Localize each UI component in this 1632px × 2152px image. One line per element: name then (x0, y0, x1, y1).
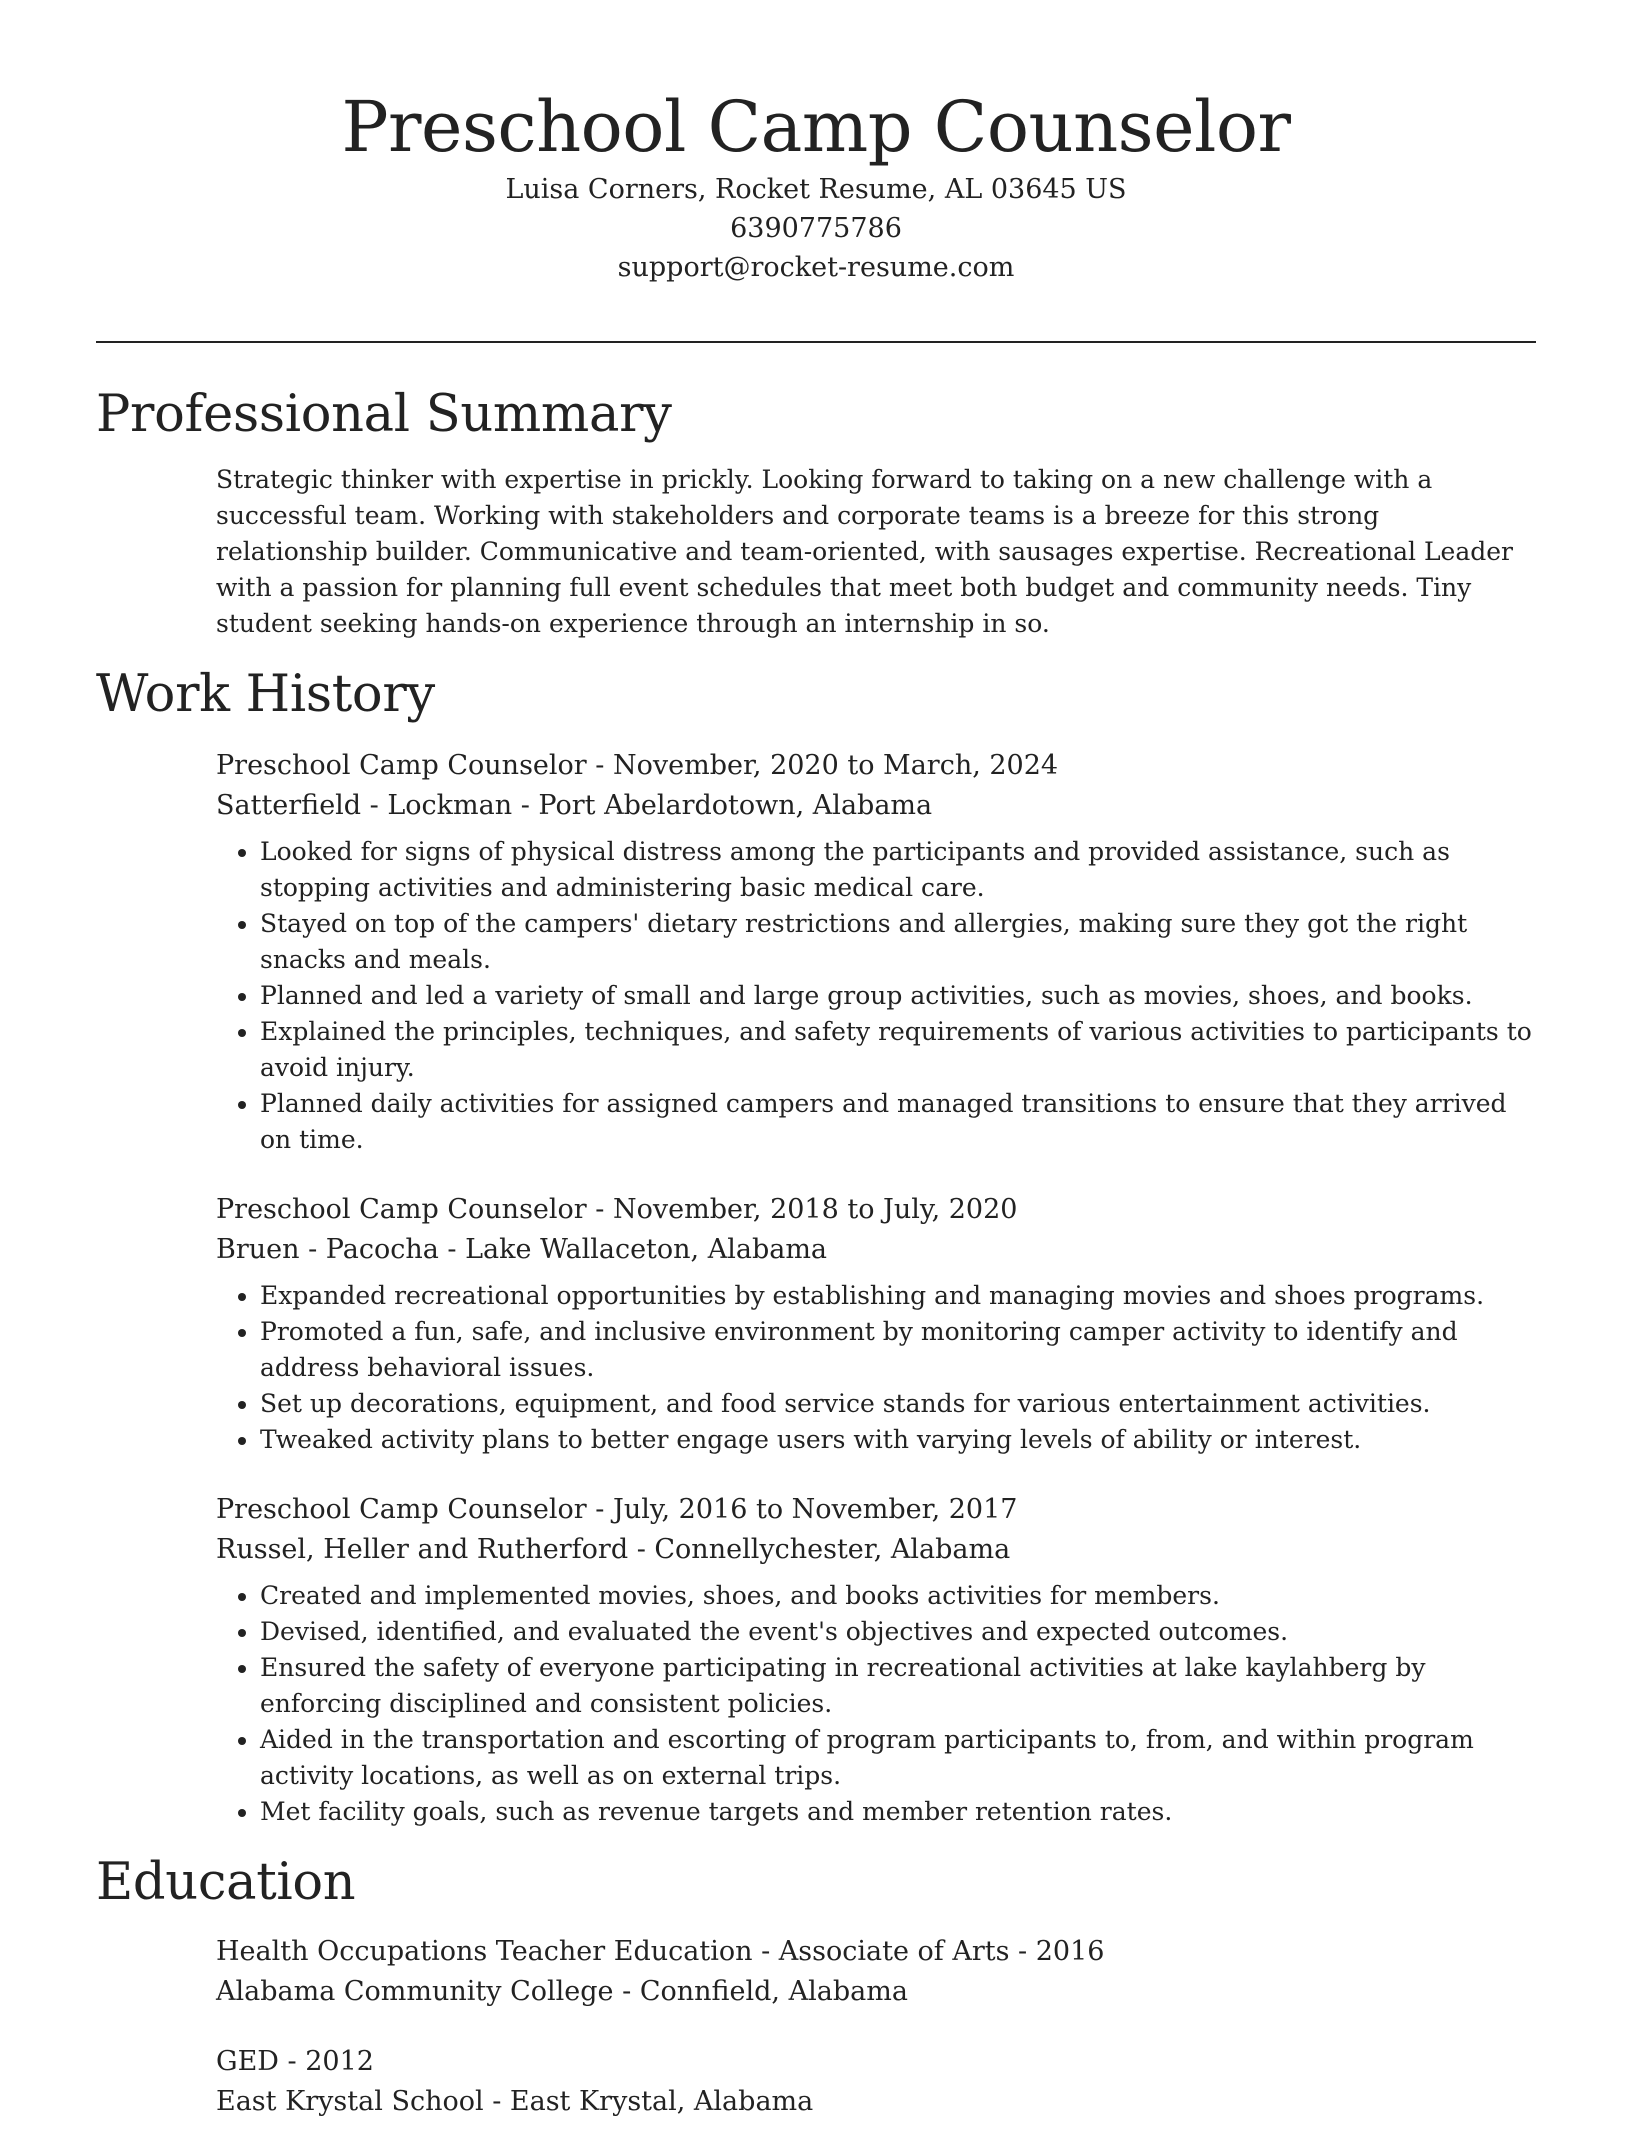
job-bullet: • Tweaked activity plans to better engage users with varying levels of ability or interest. (260, 1422, 1536, 1458)
education-school: Alabama Community College (216, 1976, 614, 2007)
job-title: Preschool Camp Counselor (216, 1194, 587, 1225)
education-school-line (216, 1972, 1536, 2012)
job-bullet: • Set up decorations, equipment, and food service stands for various entertainment activities. (260, 1386, 1536, 1422)
job-company-line (216, 786, 1536, 826)
work-history-title: Work History (96, 665, 435, 724)
job-bullet: • Aided in the transportation and escorting of program participants to, from, and within program activity locations, as well as on external trips. (260, 1722, 1536, 1794)
job-bullet: • Created and implemented movies, shoes, and books activities for members. (260, 1578, 1536, 1614)
job-location: - Lake Wallaceton, Alabama (438, 1234, 828, 1265)
education-entry (216, 1932, 1536, 2012)
education-year: - 2012 (278, 2046, 374, 2077)
job-bullet: • Looked for signs of physical distress among the participants and provided assistance, such as stopping activities and administering basic medical care. (260, 834, 1536, 906)
resume-name: Preschool Camp Counselor (341, 86, 1291, 168)
job-entry (216, 1490, 1536, 1830)
job-bullet: • Ensured the safety of everyone participating in recreational activities at lake kaylahberg by enforcing disciplined and consistent policies. (260, 1650, 1536, 1722)
job-bullet: • Devised, identified, and evaluated the event's objectives and expected outcomes. (260, 1614, 1536, 1650)
summary-text: Strategic thinker with expertise in prickly. Looking forward to taking on a new challenge with a successful team. Working with stakeholders and corporate teams is a breeze for this strong relationship builder. Communicative and team-oriented, with sausages expertise. Recreational Leader with a passion for planning full event schedules that meet both budget and community needs. Tiny student seeking hands-on experience through an internship in so. (216, 465, 1513, 638)
job-location: - Port Abelardotown, Alabama (512, 790, 933, 821)
education-degree: Health Occupations Teacher Education - Associate of Arts (216, 1936, 1010, 1967)
education-location: - Connfield, Alabama (613, 1976, 908, 2007)
education-degree-line (216, 1932, 1536, 1972)
job-company-line (216, 1530, 1536, 1570)
education-school-line (216, 2082, 1536, 2122)
contact-phone: 6390775786 (730, 213, 902, 244)
job-title-line (216, 746, 1536, 786)
job-title-line (216, 1490, 1536, 1530)
job-dates: - November, 2020 to March, 2024 (586, 750, 1059, 781)
job-bullet: • Stayed on top of the campers' dietary restrictions and allergies, making sure they got the right snacks and meals. (260, 906, 1536, 978)
job-company-line (216, 1230, 1536, 1270)
resume-content (96, 380, 1536, 2152)
job-title: Preschool Camp Counselor (216, 1494, 587, 1525)
job-location: - Connellychester, Alabama (628, 1534, 1011, 1565)
job-bullet: • Planned and led a variety of small and large group activities, such as movies, shoes, and books. (260, 978, 1536, 1014)
job-company: Satterfield - Lockman (216, 790, 513, 821)
education-degree: GED (216, 2046, 279, 2077)
education-entry (216, 2042, 1536, 2122)
summary-title: Professional Summary (96, 385, 672, 444)
job-dates: - November, 2018 to July, 2020 (586, 1194, 1018, 1225)
job-bullets (216, 1578, 1536, 1830)
education-school: East Krystal School (216, 2086, 484, 2117)
job-bullets (216, 834, 1536, 1158)
job-dates: - July, 2016 to November, 2017 (586, 1494, 1018, 1525)
job-company: Bruen - Pacocha (216, 1234, 439, 1265)
education-title: Education (96, 1853, 356, 1912)
job-bullet: • Expanded recreational opportunities by establishing and managing movies and shoes programs. (260, 1278, 1536, 1314)
summary-section (96, 380, 1536, 642)
job-entry (216, 746, 1536, 1158)
job-entry (216, 1190, 1536, 1458)
resume-header (0, 0, 1632, 287)
job-bullet: • Explained the principles, techniques, and safety requirements of various activities to participants to avoid injury. (260, 1014, 1536, 1086)
education-section (96, 1848, 1536, 2122)
job-bullet: • Planned daily activities for assigned campers and managed transitions to ensure that they arrived on time. (260, 1086, 1536, 1158)
contact-address: Luisa Corners, Rocket Resume, AL 03645 US (505, 174, 1127, 205)
job-company: Russel, Heller and Rutherford (216, 1534, 629, 1565)
work-history-section (96, 660, 1536, 1830)
job-title-line (216, 1190, 1536, 1230)
education-year: - 2016 (1009, 1936, 1105, 1967)
job-bullets (216, 1278, 1536, 1458)
job-bullet: • Met facility goals, such as revenue targets and member retention rates. (260, 1794, 1536, 1830)
job-bullet: • Promoted a fun, safe, and inclusive environment by monitoring camper activity to identify and address behavioral issues. (260, 1314, 1536, 1386)
header-divider (96, 341, 1536, 343)
education-location: - East Krystal, Alabama (483, 2086, 814, 2117)
education-degree-line (216, 2042, 1536, 2082)
contact-email: support@rocket-resume.com (617, 252, 1015, 283)
job-title: Preschool Camp Counselor (216, 750, 587, 781)
